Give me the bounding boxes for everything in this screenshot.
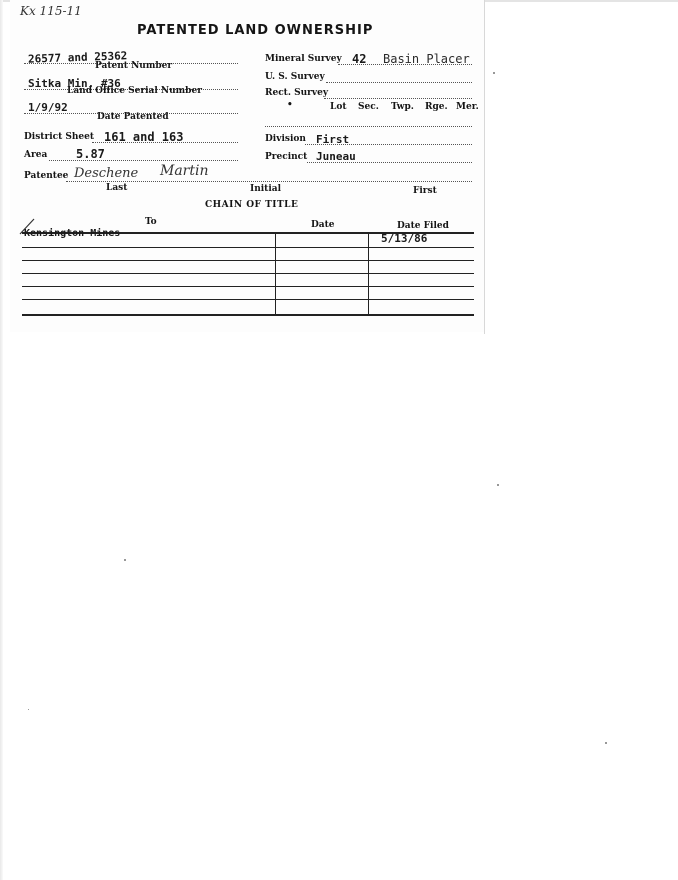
scan-speck: [605, 742, 607, 744]
chain-row-rule: [22, 260, 474, 261]
area-value: 5.87: [76, 147, 105, 161]
chain-col-divider: [368, 234, 369, 314]
chain-col-to: To: [145, 217, 157, 227]
serial-number-label: Land Office Serial Number: [67, 86, 202, 96]
district-sheet-label: District Sheet: [24, 132, 95, 142]
form-title: PATENTED LAND OWNERSHIP: [137, 23, 374, 38]
scan-speck: [497, 484, 499, 486]
rect-survey-label: Rect. Survey: [265, 88, 329, 98]
scan-speck: [493, 72, 495, 74]
scan-speck: [28, 709, 29, 710]
chain-row-rule: [22, 273, 474, 274]
us-survey-line: [326, 82, 472, 83]
chain-col-date: Date: [311, 220, 335, 230]
rect-col-sec: Sec.: [358, 102, 379, 112]
chain-row-rule: [22, 286, 474, 287]
chain-col-divider: [275, 234, 276, 314]
date-patented-label: Date Patented: [97, 112, 169, 122]
rect-survey-values-line: [265, 126, 472, 127]
chain-row-date-filed: 5/13/86: [381, 232, 428, 245]
chain-of-title-heading: CHAIN OF TITLE: [205, 200, 299, 210]
patentee-last-label: Last: [106, 183, 128, 193]
division-label: Division: [265, 134, 306, 144]
chain-row-rule: [22, 299, 474, 300]
page-left-edge: [0, 0, 3, 880]
area-label: Area: [24, 150, 48, 160]
chain-row-rule: [22, 247, 474, 248]
us-survey-label: U. S. Survey: [265, 72, 325, 82]
chain-row-to: Kensington Mines: [24, 228, 121, 239]
card-right-edge: [484, 0, 485, 334]
patent-number-value: 26577 and 25362: [27, 49, 128, 66]
corner-note: Kx 115-11: [20, 4, 82, 18]
rect-survey-line: [324, 98, 472, 99]
division-value: First: [316, 133, 350, 146]
date-patented-value: 1/9/92: [28, 101, 68, 114]
scan-speck: [124, 559, 126, 561]
mineral-survey-label: Mineral Survey: [265, 54, 342, 64]
patentee-line: [66, 181, 472, 182]
rect-col-rge: Rge.: [425, 102, 448, 112]
patentee-initial-label: Initial: [250, 184, 281, 194]
patentee-first-value: Martin: [160, 163, 209, 179]
precinct-value: Juneau: [316, 150, 356, 163]
patent-number-label: Patent Number: [95, 61, 173, 71]
chain-bottom-rule: [22, 314, 474, 316]
district-sheet-value: 161 and 163: [104, 130, 184, 144]
mineral-survey-name: Basin Placer: [383, 52, 470, 66]
chain-col-date-filed: Date Filed: [397, 221, 449, 231]
precinct-label: Precinct: [265, 152, 308, 162]
mineral-survey-number: 42: [352, 52, 367, 66]
serial-number-value: Sitka Min. #36: [28, 77, 121, 90]
rect-survey-bullet: •: [287, 100, 293, 110]
patentee-first-label: First: [413, 186, 437, 196]
rect-col-lot: Lot: [330, 102, 347, 112]
rect-col-mer: Mer.: [456, 102, 479, 112]
patentee-last-value: Deschene: [74, 166, 139, 181]
patentee-label: Patentee: [24, 171, 69, 181]
rect-col-twp: Twp.: [391, 102, 414, 112]
